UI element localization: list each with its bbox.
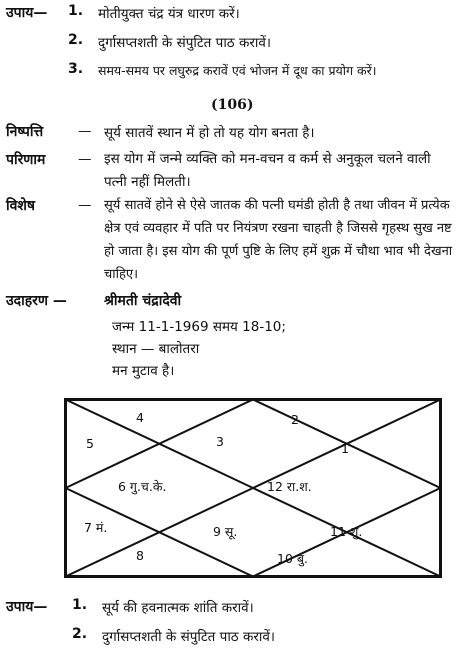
remedy-label: उपाय—	[6, 5, 48, 21]
house-3: 3	[216, 434, 224, 449]
nishpatti-dash: —	[78, 123, 92, 139]
remedy-label: उपाय—	[6, 599, 48, 615]
vishesh-dash: —	[78, 197, 92, 213]
example-label: उदाहरण —	[6, 293, 67, 309]
remedy-item-number: 2.	[72, 626, 88, 642]
remedy-item-text: दुर्गासप्तशती के संपुटित पाठ करावें।	[102, 629, 275, 645]
horoscope-chart	[64, 398, 442, 578]
vishesh-text: सूर्य सातवें होने से ऐसे जातक की पत्नी घमंडी होती है तथा जीवन में प्रत्येक क्षेत्र एवं व्यवहार में पति पर नियंत्रण रखना चाहती है जिससे गृहस्थ सुख नष्ट हो जाता है। इस योग की पूर्ण पुष्टि के लिए हमें शुक्र में चौथा भाव भी देखना चाहिए।	[104, 198, 453, 282]
remedy-item-text: समय-समय पर लघुरुद्र करावें एवं भोजन में दूध का प्रयोग करें।	[98, 63, 377, 78]
remedy-item-number: 1.	[68, 3, 84, 19]
house-4: 4	[136, 410, 144, 425]
house-6: 6 गु.च.के.	[118, 479, 167, 494]
example-place-line: स्थान — बालोतरा	[112, 341, 200, 357]
house-8: 8	[136, 548, 144, 563]
house-11: 11 शु.	[330, 524, 363, 539]
house-5: 5	[86, 436, 94, 451]
house-12: 12 रा.श.	[267, 479, 312, 494]
remedy-item-text: दुर्गासप्तशती के संपुटित पाठ करावें।	[98, 35, 271, 51]
parinam-label: परिणाम	[6, 152, 46, 168]
example-name: श्रीमती चंद्रादेवी	[104, 293, 182, 309]
parinam-dash: —	[78, 151, 92, 167]
house-2: 2	[291, 412, 299, 427]
house-7: 7 मं.	[84, 520, 108, 535]
example-birth-line: जन्म 11-1-1969 समय 18-10;	[112, 319, 286, 335]
remedy-item-number: 3.	[68, 61, 84, 77]
remedy-item-number: 2.	[68, 32, 84, 48]
yoga-number-heading: (106)	[211, 97, 254, 113]
house-1: 1	[341, 441, 349, 456]
remedy-item-text: सूर्य की हवनात्मक शांति करावें।	[102, 600, 254, 616]
vishesh-label: विशेष	[6, 198, 36, 214]
remedy-item-text: मोतीयुक्त चंद्र यंत्र धारण करें।	[98, 6, 240, 22]
parinam-text: इस योग में जन्मे व्यक्ति को मन-वचन व कर्म से अनुकूल चलने वाली पत्नी नहीं मिलती।	[104, 151, 431, 190]
house-9: 9 सू.	[213, 524, 238, 539]
remedy-item-number: 1.	[72, 597, 88, 613]
nishpatti-label: निष्पत्ति	[6, 124, 44, 140]
house-10: 10 बु.	[277, 551, 308, 566]
example-note-line: मन मुटाव है।	[112, 363, 175, 379]
nishpatti-text: सूर्य सातवें स्थान में हो तो यह योग बनता है।	[104, 125, 315, 141]
